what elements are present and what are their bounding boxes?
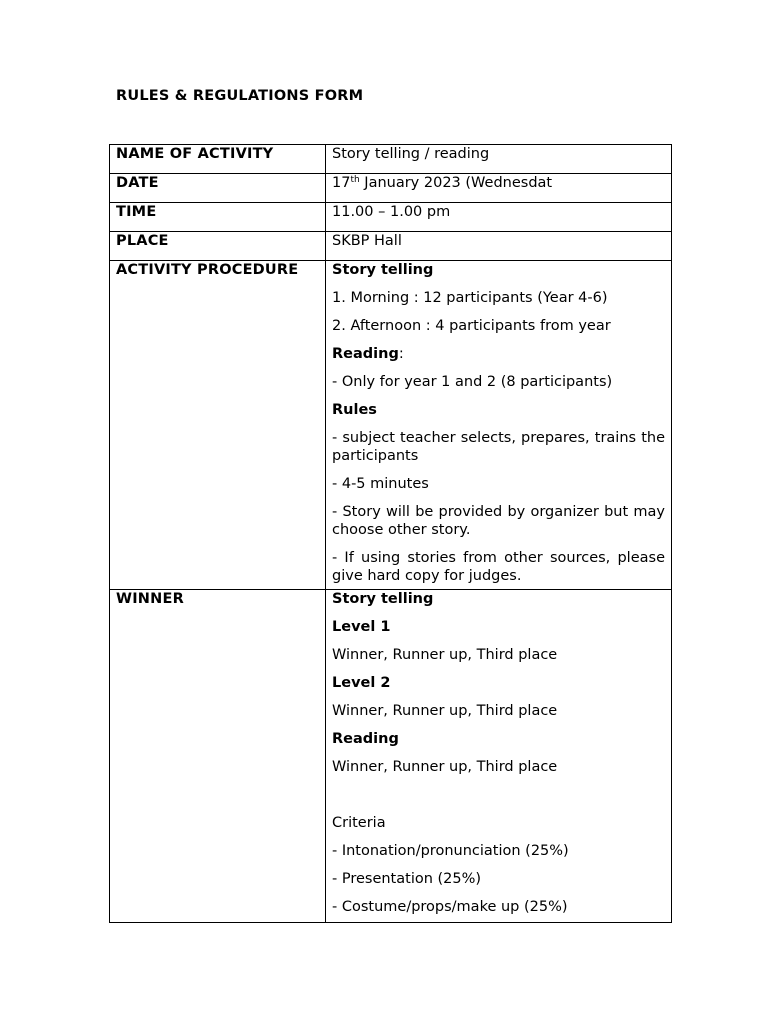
place-value: SKBP Hall [326,232,672,261]
procedure-reading-heading: Reading [332,346,399,362]
time-value: 11.00 – 1.00 pm [326,203,672,232]
procedure-reading-colon: : [398,346,404,362]
winner-reading-places: Winner, Runner up, Third place [332,759,558,775]
criteria-item-1: - Intonation/pronunciation (25%) [332,843,569,859]
winner-reading-heading: Reading [332,731,399,747]
date-suffix: th [350,175,360,185]
procedure-reading-note: - Only for year 1 and 2 (8 participants) [332,374,613,390]
time-label: TIME [110,203,326,232]
table-row-date [110,174,672,203]
procedure-label: ACTIVITY PROCEDURE [110,261,326,590]
procedure-morning: 1. Morning : 12 participants (Year 4-6) [332,290,608,306]
criteria-heading: Criteria [332,815,386,831]
criteria-item-2: - Presentation (25%) [332,871,482,887]
procedure-rules-heading: Rules [332,402,377,418]
rules-table [109,144,672,923]
blank-line [332,786,665,804]
procedure-story-heading: Story telling [332,262,434,278]
table-row-winner [110,590,672,923]
date-rest: January 2023 (Wednesdat [359,175,553,191]
procedure-reading-line [332,345,665,363]
date-day: 17 [332,175,351,191]
date-label: DATE [110,174,326,203]
winner-label: WINNER [110,590,326,923]
table-row-place [110,232,672,261]
winner-level1-heading: Level 1 [332,619,391,635]
winner-level1-places: Winner, Runner up, Third place [332,647,558,663]
criteria-item-3: - Costume/props/make up (25%) [332,899,568,915]
table-row-procedure [110,261,672,590]
activity-name-label: NAME OF ACTIVITY [110,145,326,174]
winner-story-heading: Story telling [332,591,434,607]
winner-level2-places: Winner, Runner up, Third place [332,703,558,719]
procedure-value [326,261,672,590]
procedure-rule-3: - Story will be provided by organizer but may choose other story. [332,504,665,538]
winner-level2-heading: Level 2 [332,675,391,691]
procedure-rule-1: - subject teacher selects, prepares, trains the participants [332,430,665,464]
procedure-rule-4: - If using stories from other sources, please give hard copy for judges. [332,550,665,584]
table-row-time [110,203,672,232]
activity-name-value: Story telling / reading [326,145,672,174]
winner-value [326,590,672,923]
procedure-rule-2: - 4-5 minutes [332,476,429,492]
procedure-afternoon: 2. Afternoon : 4 participants from year [332,318,611,334]
place-label: PLACE [110,232,326,261]
table-row-activity [110,145,672,174]
form-title: RULES & REGULATIONS FORM [116,88,364,104]
date-value [326,174,672,203]
